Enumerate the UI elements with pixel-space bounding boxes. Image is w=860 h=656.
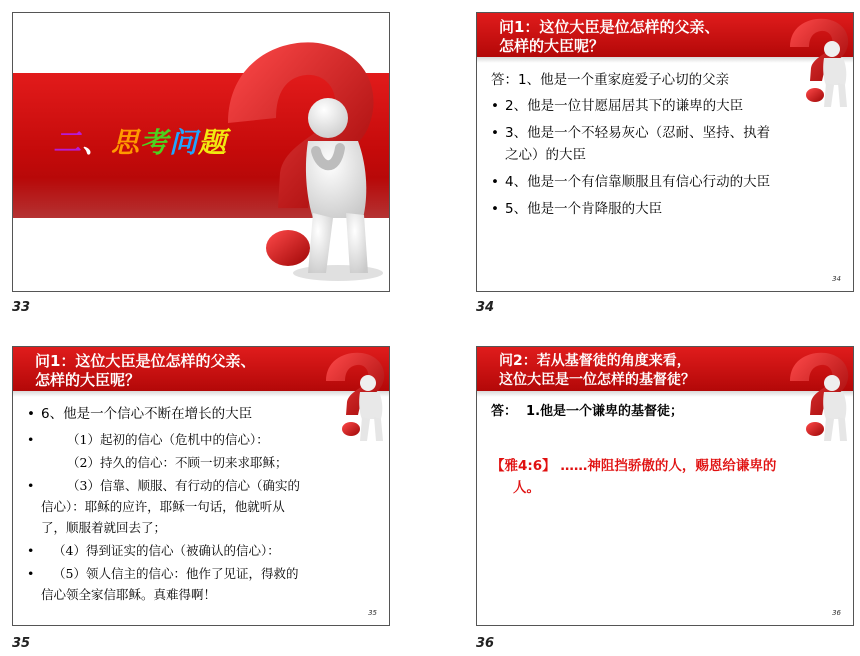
slide-33[interactable] [12, 12, 390, 292]
slide-number-33: 33 [12, 300, 31, 315]
bullet-icon: • [491, 201, 499, 217]
question-mark-figure-icon [208, 33, 388, 288]
list-item: • 3、他是一个不轻易灰心（忍耐、坚持、执着 [491, 122, 836, 144]
slide-number-35: 35 [12, 636, 31, 651]
list-item: • 4、他是一个有信靠顺服且有信心行动的大臣 [491, 171, 836, 193]
question-mark-figure-icon [782, 349, 854, 444]
list-item: • 5、他是一个肯降服的大臣 [491, 198, 836, 220]
slide-36[interactable] [476, 346, 854, 626]
list-item: • （1）起初的信心（危机中的信心）： [27, 429, 377, 450]
list-item-continuation: 之心）的大臣 [505, 147, 586, 163]
list-item-lead: • 6、他是一个信心不断在增长的大臣 [27, 403, 372, 425]
list-item: • 2、他是一位甘愿屈居其下的谦卑的大臣 [491, 95, 836, 117]
bullet-icon: • [27, 432, 35, 447]
list-item: • （3）信靠、顺服、有行动的信心（确实的 [27, 475, 377, 496]
list-item-continuation: 了，顺服着就回去了； [41, 520, 167, 535]
list-item: • （5）领人信主的信心：他作了见证，得救的 [27, 563, 377, 584]
bullet-icon: • [27, 566, 35, 581]
header-line-2: 怎样的大臣呢？ [35, 371, 141, 389]
bullet-icon: • [27, 478, 35, 493]
answer-text: 答： 1.他是一个谦卑的基督徒； [491, 404, 684, 419]
list-item-continuation: 信心）：耶稣的应许，耶稣一句话，他就听从 [41, 499, 285, 514]
header-line-2: 这位大臣是一位怎样的基督徒？ [499, 372, 695, 388]
bullet-icon: • [491, 98, 499, 114]
bullet-icon: • [27, 406, 35, 422]
slide-35[interactable] [12, 346, 390, 626]
header-line-1: 问1：这位大臣是位怎样的父亲、 [499, 18, 720, 36]
faith-list [27, 429, 377, 605]
bullet-icon: • [27, 543, 35, 558]
header-line-1: 问2：若从基督徒的角度来看， [499, 353, 691, 369]
page-number: 36 [832, 609, 841, 617]
header-line-2: 怎样的大臣呢？ [499, 37, 605, 55]
page-number: 34 [832, 275, 841, 283]
slide-number-36: 36 [476, 636, 495, 651]
section-title: 二、思考问题 [53, 126, 228, 159]
page-number: 35 [368, 609, 377, 617]
answer-intro: 答：1、他是一个重家庭爱子心切的父亲 [491, 72, 730, 88]
bullet-icon: • [491, 174, 499, 190]
bullet-icon: • [491, 125, 499, 141]
slide-number-34: 34 [476, 300, 495, 315]
header-line-1: 问1：这位大臣是位怎样的父亲、 [35, 352, 256, 370]
slide-34[interactable] [476, 12, 854, 292]
answer-list [27, 403, 372, 427]
list-item: • （4）得到证实的信心（被确认的信心）： [27, 540, 377, 561]
answer-list [491, 69, 836, 220]
list-item-continuation: 信心领全家信耶稣。真难得啊！ [41, 587, 217, 602]
list-item: （2）持久的信心：不顾一切来求耶稣； [67, 455, 288, 470]
verse-text: 【雅4:6】 ……神阻挡骄傲的人，赐恩给谦卑的 人。 [491, 458, 777, 496]
